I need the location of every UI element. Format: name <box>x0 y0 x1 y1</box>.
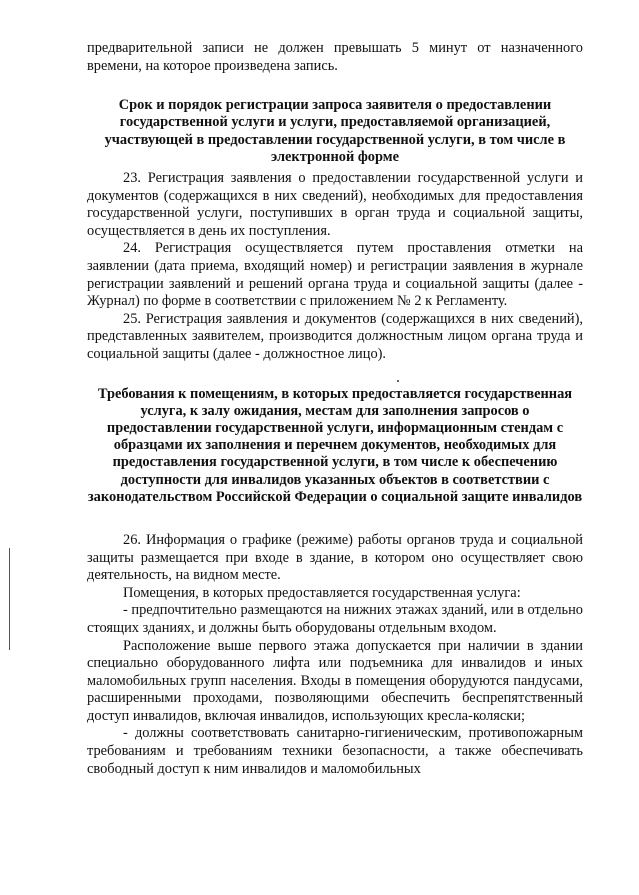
paragraph-23: 23. Регистрация заявления о предоставлении государственной услуги и документов (содержащихся в них сведений), необходимых для предоставления государственной услуги, поступивших в орган труда и социальной защиты, осуществляется в день их поступления. <box>87 170 583 239</box>
paragraph-26: 26. Информация о графике (режиме) работы органов труда и социальной защиты размещается при входе в здание, в котором оно осуществляет свою деятельность, на видном месте. <box>87 531 583 584</box>
intro-paragraph: предварительной записи не должен превышать 5 минут от назначенного времени, на которое произведена запись. <box>87 40 583 74</box>
scan-margin-mark <box>9 548 10 650</box>
section-heading-premises: Требования к помещениям, в которых предоставляется государственная услуга, к залу ожидания, местам для заполнения запросов о предоставлении государственной услуги, информационным стендам с образцами их заполнения и перечнем документов, необходимых для предоставления государственной услуги, в том числе к обеспечению доступности для инвалидов указанных объектов в соответствии с законодательством Российской Федерации о социальной защите инвалидов <box>87 385 583 505</box>
paragraph-24: 24. Регистрация осуществляется путем проставления отметки на заявлении (дата приема, входящий номер) и регистрации заявления в журнале регистрации заявлений и решений органа труда и социальной защиты (далее - Журнал) по форме в соответствии с приложением № 2 к Регламенту. <box>87 240 583 310</box>
list-item-lower-floors: - предпочтительно размещаются на нижних этажах зданий, или в отдельно стоящих зданиях, и должны быть оборудованы отдельным входом. <box>87 602 583 636</box>
paragraph-25: 25. Регистрация заявления и документов (содержащихся в них сведений), представленных заявителем, производится должностным лицом органа труда и социальной защиты (далее - должностное лицо). <box>87 310 583 362</box>
paragraph-upper-floor: Расположение выше первого этажа допускается при наличии в здании специально оборудованного лифта или подъемника для инвалидов и иных маломобильных групп населения. Входы в помещения оборудуются пандусами, расширенными проходами, позволяющими обеспечить беспрепятственный доступ инвалидов, включая инвалидов, использующих кресла-коляски; <box>87 637 583 724</box>
list-item-sanitary: - должны соответствовать санитарно-гигиеническим, противопожарным требованиям и требованиям техники безопасности, а также обеспечивать свободный доступ к ним инвалидов и маломобильных <box>87 725 583 777</box>
document-page <box>87 40 583 778</box>
premises-intro: Помещения, в которых предоставляется государственная услуга: <box>123 584 521 601</box>
section-heading-registration: Срок и порядок регистрации запроса заявителя о предоставлении государственной услуги и услуги, предоставляемой организацией, участвующей в предоставлении государственной услуги, в том числе в электронной форме <box>104 97 566 165</box>
